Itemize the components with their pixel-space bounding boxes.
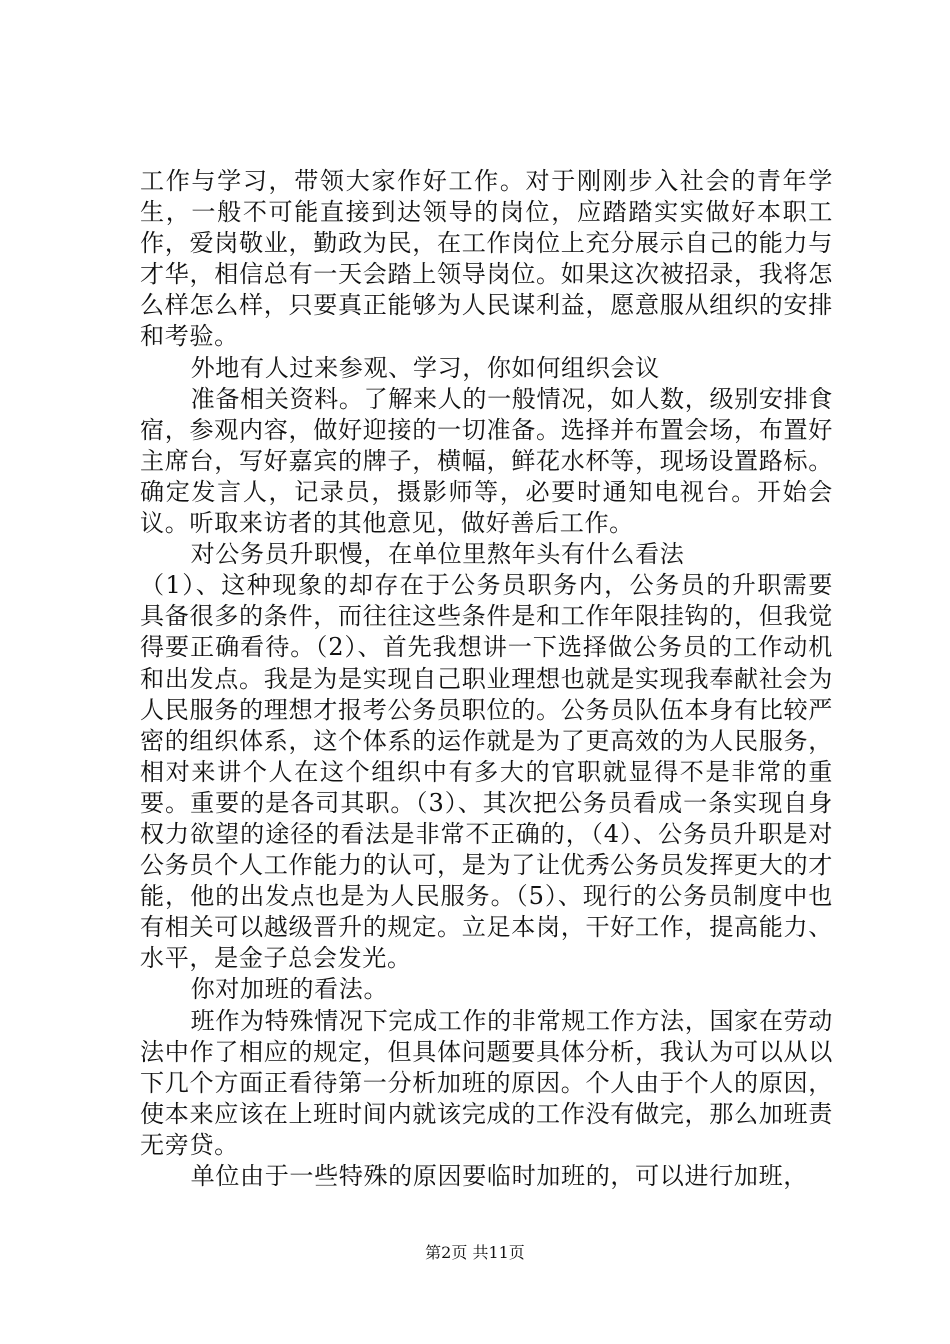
- document-body: [140, 166, 833, 1192]
- question-heading-promotion: 对公务员升职慢，在单位里熬年头有什么看法: [190, 540, 685, 569]
- paragraph-continuation: 工作与学习，带领大家作好工作。对于刚刚步入社会的青年学生，一般不可能直接到达领导的岗位，应踏踏实实做好本职工作，爱岗敬业，勤政为民，在工作岗位上充分展示自己的能力与才华，相信总有一天会踏上领导岗位。如果这次被招录，我将怎么样怎么样，只要真正能够为人民谋利益，愿意服从组织的安排和考验。: [140, 167, 833, 351]
- question-heading-meeting: 外地有人过来参观、学习，你如何组织会议: [190, 353, 660, 382]
- answer-paragraph-promotion: （1）、这种现象的却存在于公务员职务内，公务员的升职需要具备很多的条件，而往往这些条件是和工作年限挂钩的，但我觉得要正确看待。（2）、首先我想讲一下选择做公务员的工作动机和出发点。我是为是实现自己职业理想也就是实现我奉献社会为人民服务的理想才报考公务员职位的。公务员队伍本身有比较严密的组织体系，这个体系的运作就是为了更高效的为人民服务，相对来讲个人在这个组织中有多大的官职就显得不是非常的重要。重要的是各司其职。（3）、其次把公务员看成一条实现自身权力欲望的途径的看法是非常不正确的，（4）、公务员升职是对公务员个人工作能力的认可，是为了让优秀公务员发挥更大的才能，他的出发点也是为人民服务。（5）、现行的公务员制度中也有相关可以越级晋升的规定。立足本岗，干好工作，提高能力、水平，是金子总会发光。: [140, 571, 833, 973]
- answer-paragraph-overtime: 班作为特殊情况下完成工作的非常规工作方法，国家在劳动法中作了相应的规定，但具体问题要具体分析，我认为可以从以下几个方面正看待第一分析加班的原因。个人由于个人的原因，使本来应该在上班时间内就该完成的工作没有做完，那么加班责无旁贷。: [140, 1006, 833, 1159]
- page-number-footer: 第2页 共11页: [425, 1243, 525, 1262]
- answer-paragraph-meeting: 准备相关资料。了解来人的一般情况，如人数，级别安排食宿，参观内容，做好迎接的一切准备。选择并布置会场，布置好主席台，写好嘉宾的牌子，横幅，鲜花水杯等，现场设置路标。确定发言人，记录员，摄影师等，必要时通知电视台。开始会议。听取来访者的其他意见，做好善后工作。: [140, 384, 833, 538]
- question-heading-overtime: 你对加班的看法。: [190, 975, 389, 1004]
- answer-paragraph-overtime-2: 单位由于一些特殊的原因要临时加班的，可以进行加班，: [190, 1162, 808, 1190]
